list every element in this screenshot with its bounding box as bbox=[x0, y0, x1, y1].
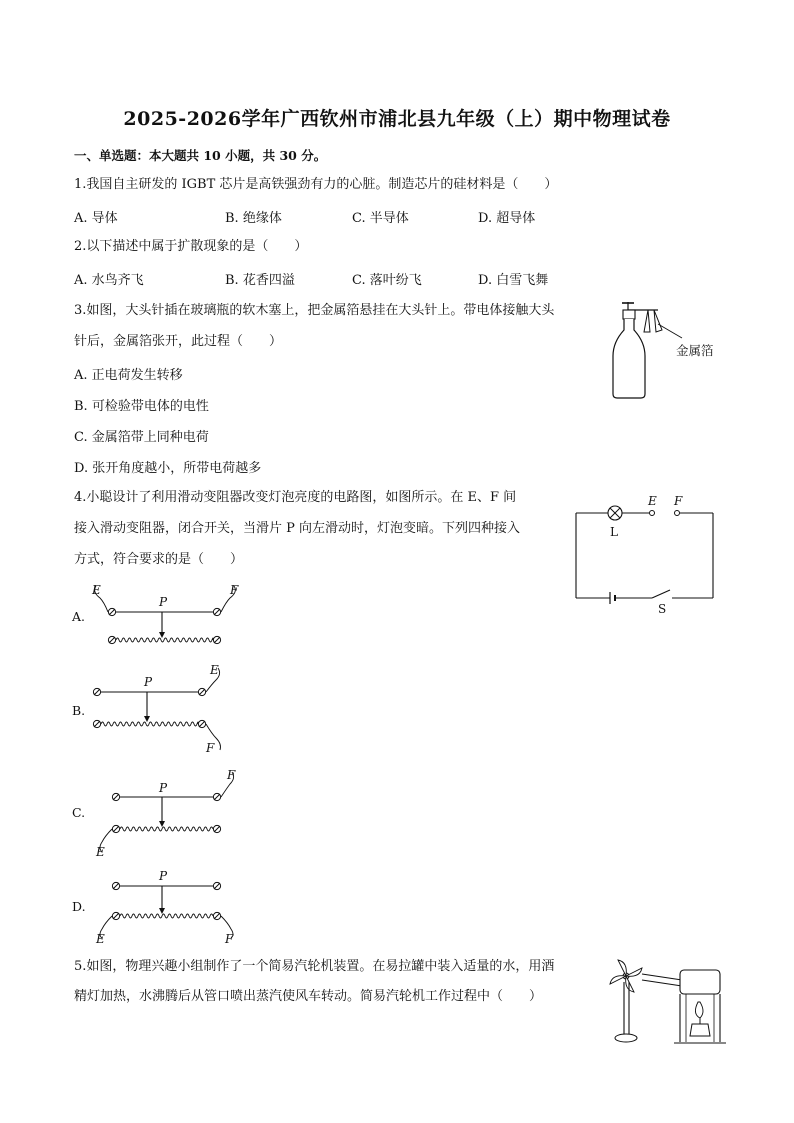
question-3-stem-line2: 针后，金属箔张开，此过程（ ） bbox=[74, 334, 283, 349]
option-c-label[interactable]: C. bbox=[72, 805, 86, 820]
q3-option-c[interactable]: C. 金属箔带上同种电荷 bbox=[74, 430, 209, 445]
option-b-label[interactable]: B. bbox=[72, 703, 86, 718]
svg-text:F: F bbox=[230, 583, 239, 597]
question-4-stem-line3: 方式，符合要求的是（ ） bbox=[74, 552, 244, 567]
svg-text:F: F bbox=[225, 932, 234, 946]
switch-icon bbox=[652, 590, 670, 598]
q2-option-b[interactable]: B. 花香四溢 bbox=[225, 273, 295, 288]
page-title: 2025-2026学年广西钦州市浦北县九年级（上）期中物理试卷 bbox=[123, 108, 671, 130]
q2-option-d[interactable]: D. 白雪飞舞 bbox=[478, 273, 549, 288]
svg-text:F: F bbox=[206, 741, 215, 755]
option-d-label[interactable]: D. bbox=[72, 899, 86, 914]
q3-option-a[interactable]: A. 正电荷发生转移 bbox=[74, 368, 183, 383]
question-4-stem-line1: 4.小聪设计了利用滑动变阻器改变灯泡亮度的电路图，如图所示。在 E、F 间 bbox=[74, 490, 517, 505]
question-5-stem-line1: 5.如图，物理兴趣小组制作了一个简易汽轮机装置。在易拉罐中装入适量的水，用酒 bbox=[74, 959, 555, 974]
flame-icon bbox=[695, 1002, 703, 1018]
can-icon bbox=[680, 970, 720, 994]
rheostat-options-figure bbox=[70, 580, 260, 950]
q2-option-c[interactable]: C. 落叶纷飞 bbox=[352, 273, 422, 288]
q1-option-c[interactable]: C. 半导体 bbox=[352, 211, 409, 226]
svg-text:P: P bbox=[159, 595, 168, 609]
question-5-stem-line2: 精灯加热，水沸腾后从管口喷出蒸汽使风车转动。简易汽轮机工作过程中（ ） bbox=[74, 989, 543, 1004]
svg-text:S: S bbox=[658, 602, 667, 616]
question-4-stem-line2: 接入滑动变阻器，闭合开关，当滑片 P 向左滑动时，灯泡变暗。下列四种接入 bbox=[74, 521, 521, 536]
circuit-diagram bbox=[572, 492, 722, 616]
svg-text:P: P bbox=[159, 869, 168, 883]
option-a-label[interactable]: A. bbox=[72, 609, 86, 624]
svg-text:F: F bbox=[674, 494, 683, 508]
q2-option-a[interactable]: A. 水鸟齐飞 bbox=[74, 273, 144, 288]
question-1-stem: 1.我国自主研发的 IGBT 芯片是高铁强劲有力的心脏。制造芯片的硅材料是（ ） bbox=[74, 177, 558, 192]
svg-text:L: L bbox=[610, 525, 618, 539]
svg-text:P: P bbox=[144, 675, 153, 689]
question-2-stem: 2.以下描述中属于扩散现象的是（ ） bbox=[74, 239, 308, 254]
svg-text:E: E bbox=[648, 494, 657, 508]
q3-option-b[interactable]: B. 可检验带电体的电性 bbox=[74, 399, 209, 414]
svg-text:E: E bbox=[96, 932, 105, 946]
section-heading: 一、单选题：本大题共 10 小题，共 30 分。 bbox=[74, 148, 327, 163]
pinwheel-icon bbox=[610, 960, 642, 992]
svg-text:P: P bbox=[159, 781, 168, 795]
svg-text:E: E bbox=[92, 583, 101, 597]
foil-label: 金属箔 bbox=[676, 343, 714, 358]
svg-text:F: F bbox=[227, 768, 236, 782]
bottle-electroscope-figure bbox=[600, 298, 740, 402]
svg-text:E: E bbox=[210, 663, 219, 677]
q1-option-d[interactable]: D. 超导体 bbox=[478, 211, 536, 226]
q1-option-b[interactable]: B. 绝缘体 bbox=[225, 211, 282, 226]
svg-text:E: E bbox=[96, 845, 105, 859]
q1-option-a[interactable]: A. 导体 bbox=[74, 211, 118, 226]
q3-option-d[interactable]: D. 张开角度越小，所带电荷越多 bbox=[74, 461, 262, 476]
question-3-stem-line1: 3.如图，大头针插在玻璃瓶的软木塞上，把金属箔悬挂在大头针上。带电体接触大头 bbox=[74, 303, 555, 318]
steam-turbine-figure bbox=[606, 956, 736, 1048]
alcohol-lamp-icon bbox=[690, 1024, 710, 1036]
